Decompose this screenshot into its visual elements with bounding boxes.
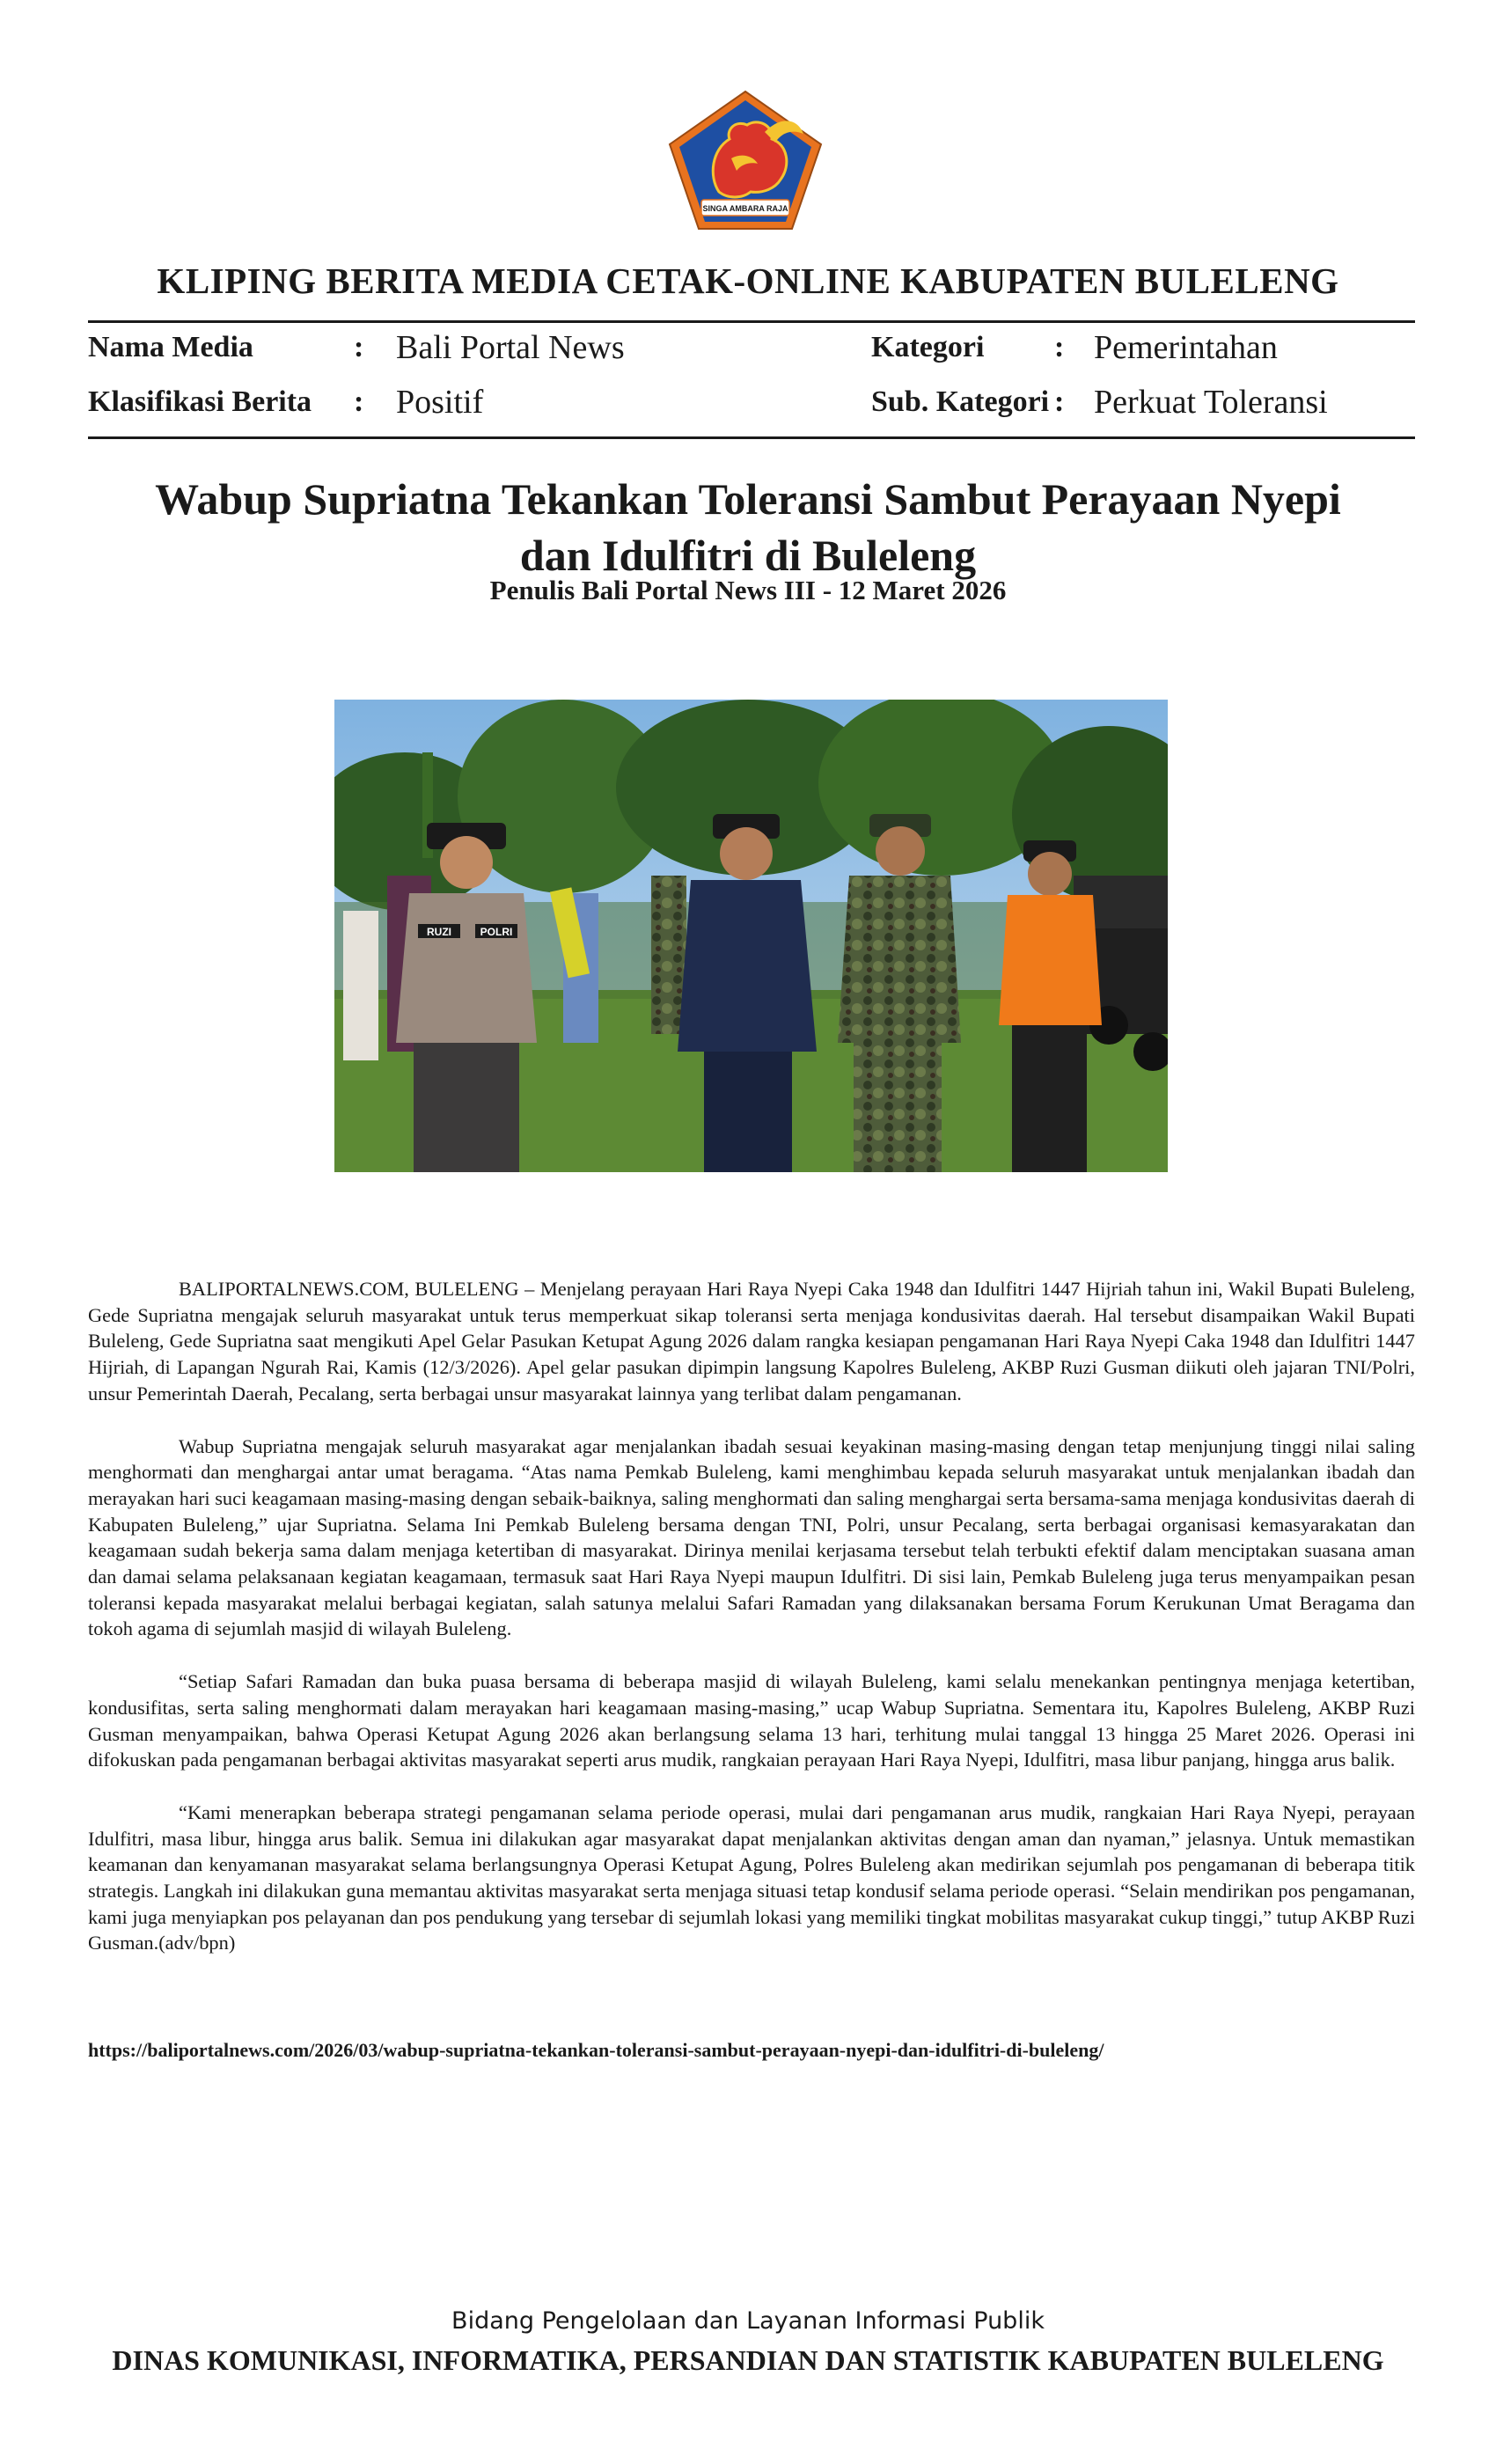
name-badge-text: RUZI bbox=[427, 926, 451, 938]
polri-badge-text: POLRI bbox=[480, 926, 513, 938]
article-paragraph-2: Wabup Supriatna mengajak seluruh masyarakat agar menjalankan ibadah sesuai keyakinan masing-masing dengan tetap menjunjung tinggi nilai saling menghormati dan menghargai antar umat beragama. “Atas nama Pemkab Buleleng, kami menghimbau kepada seluruh masyarakat untuk menjalankan ibadah dan merayakan hari suci keagamaan masing-masing dengan sebaik-baiknya, saling menghormati dan saling menghargai serta bersama-sama menjaga kondusivitas daerah di Kabupaten Buleleng,” ujar Supriatna. Selama Ini Pemkab Buleleng bersama dengan TNI, Polri, unsur Pecalang, serta berbagai organisasi kemasyarakatan dan keagamaan sudah bekerja sama dalam menjaga ketertiban di masyarakat. Dirinya menilai kerjasama tersebut telah terbukti efektif dalam menciptakan suasana aman dan damai selama pelaksanaan kegiatan keagamaan, termasuk saat Hari Raya Nyepi maupun Idulfitri. Di sisi lain, Pemkab Buleleng juga terus menyampaikan pesan toleransi kepada masyarakat melalui berbagai kegiatan, salah satunya melalui Safari Ramadan yang dilaksanakan bersama Forum Kerukunan Umat Beragama dan tokoh agama di sejumlah masjid di wilayah Buleleng. bbox=[88, 1434, 1415, 1640]
media-name-colon: : bbox=[354, 331, 364, 363]
footer-office-name: DINAS KOMUNIKASI, INFORMATIKA, PERSANDIAN DAN STATISTIK KABUPATEN BULELENG bbox=[112, 2344, 1384, 2376]
emblem-motto: SINGA AMBARA RAJA bbox=[702, 204, 788, 213]
classification-value: Positif bbox=[396, 384, 484, 421]
category-colon: : bbox=[1054, 331, 1065, 363]
category-label: Kategori bbox=[871, 331, 985, 363]
article-title: Wabup Supriatna Tekankan Toleransi Sambut Perayaan Nyepi dan Idulfitri di Buleleng bbox=[155, 474, 1341, 580]
source-url-link[interactable]: https://baliportalnews.com/2026/03/wabup-supriatna-tekankan-toleransi-sambut-perayaan-nyepi-dan-idulfitri-di-buleleng/ bbox=[88, 2039, 1104, 2061]
header-top-rule bbox=[88, 320, 1415, 323]
footer-unit-name: Bidang Pengelolaan dan Layanan Informasi Publik bbox=[451, 2307, 1045, 2335]
article-paragraph-3: “Setiap Safari Ramadan dan buka puasa bersama di beberapa masjid di wilayah Buleleng, kami selalu menekankan pentingnya menjaga ketertiban, kondusifitas, serta saling menghormati dalam merayakan hari keagamaan masing-masing,” ucap Wabup Supriatna. Sementara itu, Kapolres Buleleng, AKBP Ruzi Gusman menyampaikan, bahwa Operasi Ketupat Agung 2026 akan berlangsung selama 13 hari, terhitung mulai tanggal 13 hingga 25 Maret 2026. Operasi ini difokuskan pada pengamanan berbagai aktivitas masyarakat seperti arus mudik, rangkaian perayaan Hari Raya Nyepi, Idulfitri, masa libur panjang, hingga arus balik. bbox=[88, 1670, 1415, 1771]
emblem-graphic bbox=[666, 88, 825, 233]
subcategory-label: Sub. Kategori bbox=[871, 385, 1050, 418]
buleleng-emblem bbox=[666, 88, 825, 233]
media-name-label: Nama Media bbox=[88, 331, 253, 363]
article-body bbox=[88, 1276, 1415, 1983]
article-paragraph-4: “Kami menerapkan beberapa strategi pengamanan selama periode operasi, mulai dari pengamanan arus mudik, rangkaian Hari Raya Nyepi, perayaan Idulfitri, masa libur, hingga arus balik. Semua ini dilakukan agar masyarakat dapat menjalankan aktivitas dengan aman dan nyaman,” jelasnya. Untuk memastikan keamanan dan kenyamanan masyarakat selama berlangsungnya Operasi Ketupat Agung, Polres Buleleng akan medirikan sejumlah pos pengamanan di beberapa titik strategis. Langkah ini dilakukan guna memantau aktivitas masyarakat serta menjaga situasi tetap kondusif selama periode operasi. “Selain mendirikan pos pengamanan, kami juga menyiapkan pos pelayanan dan pos pendukung yang tersebar di sejumlah lokasi yang memiliki tingkat mobilitas masyarakat cukup tinggi,” tutup AKBP Ruzi Gusman.(adv/bpn) bbox=[88, 1800, 1415, 1954]
article-photo bbox=[334, 700, 1168, 1172]
category-value: Pemerintahan bbox=[1094, 329, 1278, 366]
article-paragraph-1: BALIPORTALNEWS.COM, BULELENG – Menjelang perayaan Hari Raya Nyepi Caka 1948 dan Idulfitri 1447 Hijriah tahun ini, Wakil Bupati Buleleng, Gede Supriatna mengajak seluruh masyarakat untuk terus memperkuat sikap toleransi serta menjaga kondusivitas daerah. Hal tersebut disampaikan Wakil Bupati Buleleng, Gede Supriatna saat mengikuti Apel Gelar Pasukan Ketupat Agung 2026 dalam rangka kesiapan pengamanan Hari Raya Nyepi Caka 1948 dan Idulfitri 1447 Hijriah, di Lapangan Ngurah Rai, Kamis (12/3/2026). Apel gelar pasukan dipimpin langsung Kapolres Buleleng, AKBP Ruzi Gusman diikuti oleh jajaran TNI/Polri, unsur Pemerintah Daerah, Pecalang, serta berbagai unsur masyarakat lainnya yang terlibat dalam pengamanan. bbox=[88, 1278, 1415, 1404]
media-name-value: Bali Portal News bbox=[396, 329, 625, 366]
subcategory-colon: : bbox=[1054, 385, 1065, 418]
article-byline: Penulis Bali Portal News III - 12 Maret 2026 bbox=[489, 575, 1007, 605]
classification-colon: : bbox=[354, 385, 364, 418]
photo-scene bbox=[334, 700, 1168, 1172]
header-bottom-rule bbox=[88, 436, 1415, 439]
kliping-header-title: KLIPING BERITA MEDIA CETAK-ONLINE KABUPATEN BULELENG bbox=[157, 260, 1339, 301]
subcategory-value: Perkuat Toleransi bbox=[1094, 384, 1328, 421]
classification-label: Klasifikasi Berita bbox=[88, 385, 312, 418]
